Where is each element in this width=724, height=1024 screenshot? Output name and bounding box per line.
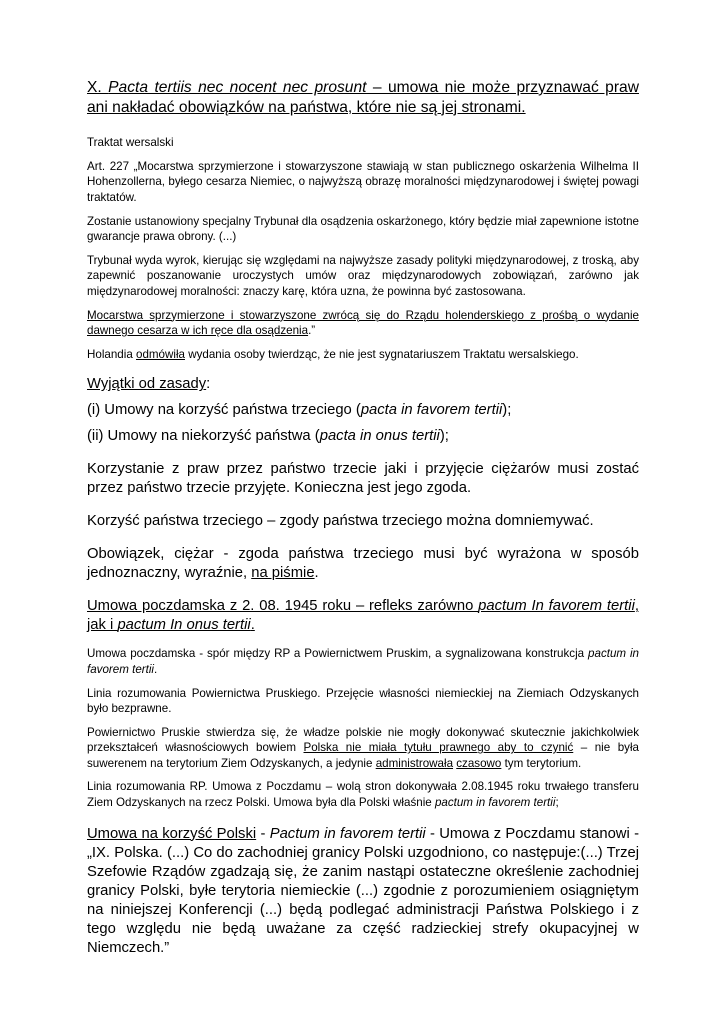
benefit-rule-paragraph: Korzyść państwa trzeciego – zgody państwa trzeciego można domniemywać. [87,513,594,530]
burden-rule-paragraph: Obowiązek, ciężar - zgoda państwa trzeciego musi być wyrażona w sposób jednoznaczny, wyraźnie, na piśmie. [87,546,639,582]
exception-item-favorem: (i) Umowy na korzyść państwa trzeciego (pacta in favorem tertii); [87,402,512,419]
versailles-title: Traktat wersalski [87,136,174,150]
exception-item-onus: (ii) Umowy na niekorzyść państwa (pacta in onus tertii); [87,428,449,445]
verdict-paragraph: Trybunał wyda wyrok, kierując się względami na najwyższe zasady polityki międzynarodowej, z troską, aby zapewnić poszanowanie uroczystych umów oraz międzynarodowych zobowiązań, zarówno jak międzynarodowej moralności: znaczy karę, która uzna, że powinna być zastosowana. [87,253,639,298]
exceptions-title: Wyjątki od zasady: [87,376,211,393]
holland-refusal-paragraph: Holandia odmówiła wydania osoby twierdząc, że nie jest sygnatariuszem Traktatu wersalskiego. [87,347,579,361]
potsdam-heading: Umowa poczdamska z 2. 08. 1945 roku – refleks zarówno pactum In favorem tertii, jak i pactum In onus tertii. [87,598,639,634]
prussian-trust-claim-paragraph: Powiernictwo Pruskie stwierdza się, że władze polskie nie mogły dokonywać skutecznie jakichkolwiek przekształceń własnościowych bowiem Polska nie miała tytułu prawnego aby to czynić – nie była suwerenem na terytorium Ziem Odzyskanych, a jedynie administrowała czasowo tym terytorium. [87,725,639,770]
final-potsdam-quote-paragraph: Umowa na korzyść Polski - Pactum in favorem tertii - Umowa z Poczdamu stanowi - „IX. Polska. (...) Co do zachodniej granicy Polski uzgodniono, co następuje:(...) Trzej Szefowie Rządów zgadzają się, że zanim nastąpi ostateczne określenie zachodniej granicy Polski, byłe terytoria niemieckie (...) zgodnie z porozumieniem osiągniętym na niniejszej Konferencji (...) będą podlegać administracji Państwa Polskiego i z tego względu nie będą uważane za część radzieckiej strefy okupacyjnej w Niemczech.” [87,825,640,956]
prussian-trust-reasoning-paragraph: Linia rozumowania Powiernictwa Pruskiego. Przejęcie własności niemieckiej na Ziemiach Odzyskanych było bezprawne. [87,686,639,716]
section-heading: X. Pacta tertiis nec nocent nec prosunt – umowa nie może przyznawać praw ani nakładać obowiązków na państwa, które nie są jej stronami. [87,79,639,116]
potsdam-dispute-paragraph: Umowa poczdamska - spór między RP a Powiernictwem Pruskim, a sygnalizowana konstrukcja pactum in favorem tertii. [87,647,640,676]
document-page [87,78,639,958]
art-227-paragraph: Art. 227 „Mocarstwa sprzymierzone i stowarzyszone stawiają w stan publicznego oskarżenia Wilhelma II Hohenzollerna, byłego cesarza Niemiec, o najwyższą obrazę moralności międzynarodowej i świętej powagi traktatów. [87,159,639,204]
rp-reasoning-paragraph: Linia rozumowania RP. Umowa z Poczdamu – wolą stron dokonywała 2.08.1945 roku trwałego transferu Ziem Odzyskanych na rzecz Polski. Umowa była dla Polski właśnie pactum in favorem tertii; [87,780,639,810]
extradition-request-paragraph: Mocarstwa sprzymierzone i stowarzyszone zwrócą się do Rządu holenderskiego z prośbą o wydanie dawnego cesarza w ich ręce dla osądzenia.” [87,308,639,338]
tribunal-paragraph: Zostanie ustanowiony specjalny Trybunał dla osądzenia oskarżonego, który będzie miał zapewnione istotne gwarancje prawa obrony. (...) [87,214,639,244]
consent-rule-paragraph: Korzystanie z praw przez państwo trzecie jaki i przyjęcie ciężarów musi zostać przez państwo trzecie przyjęte. Konieczna jest jego zgoda. [87,461,639,497]
heading-latin-maxim: Pacta tertiis nec nocent nec prosunt [108,79,367,96]
